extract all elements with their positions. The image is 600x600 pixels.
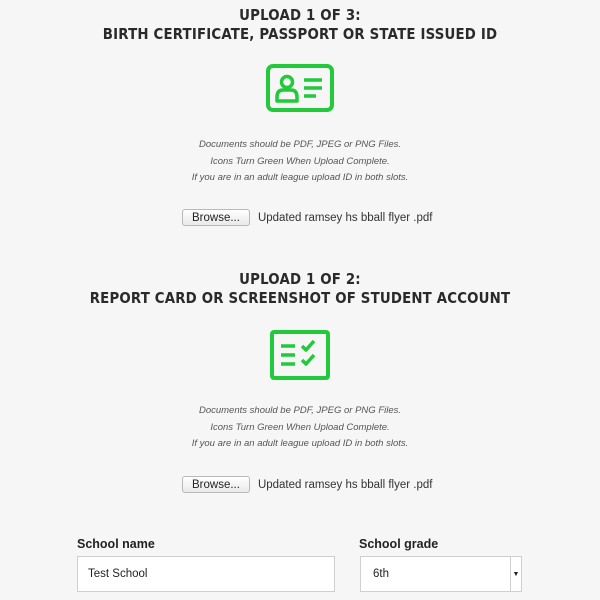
upload-2-note-icons: Icons Turn Green When Upload Complete.	[210, 421, 390, 433]
upload-1-browse-button[interactable]: Browse...	[182, 209, 250, 226]
school-name-label: School name	[77, 537, 155, 551]
upload-section-id	[0, 6, 600, 44]
upload-2-note-adult: If you are in an adult league upload ID in both slots.	[191, 438, 409, 449]
upload-1-file-input	[182, 209, 432, 226]
upload-1-note-adult: If you are in an adult league upload ID in both slots.	[191, 172, 409, 183]
upload-2-instructions	[0, 403, 600, 453]
school-grade-value: 6th	[373, 568, 389, 580]
id-card-icon[interactable]	[265, 63, 335, 115]
upload-section-report-card	[0, 270, 600, 308]
upload-2-note-format: Documents should be PDF, JPEG or PNG Files.	[198, 405, 402, 416]
upload-1-note-format: Documents should be PDF, JPEG or PNG Files.	[198, 139, 402, 150]
school-grade-label: School grade	[359, 537, 439, 551]
upload-2-file-name: Updated ramsey hs bball flyer .pdf	[257, 478, 433, 491]
upload-1-title-line1: UPLOAD 1 OF 3:	[239, 6, 361, 24]
upload-1-file-name: Updated ramsey hs bball flyer .pdf	[257, 211, 433, 224]
chevron-down-icon[interactable]: ▼	[510, 557, 521, 591]
school-grade-select[interactable]	[360, 556, 522, 592]
upload-1-title-line2: BIRTH CERTIFICATE, PASSPORT OR STATE ISSUED ID	[102, 25, 498, 43]
upload-1-instructions	[0, 137, 600, 187]
upload-1-icon-container	[0, 63, 600, 115]
upload-2-icon-container	[0, 329, 600, 381]
upload-2-title-line2: REPORT CARD OR SCREENSHOT OF STUDENT ACCOUNT	[89, 289, 511, 307]
checklist-icon[interactable]	[265, 329, 335, 381]
upload-2-file-input	[182, 476, 432, 493]
upload-2-title-line1: UPLOAD 1 OF 2:	[239, 270, 361, 288]
upload-2-browse-button[interactable]: Browse...	[182, 476, 250, 493]
school-name-input[interactable]	[77, 556, 335, 592]
upload-1-note-icons: Icons Turn Green When Upload Complete.	[210, 155, 390, 167]
